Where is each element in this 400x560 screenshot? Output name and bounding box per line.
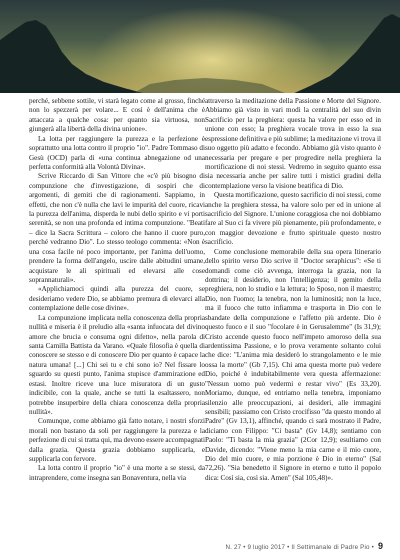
paragraph: Comunque, come abbiamo già fatto notare, i nostri sforzi morali non bastano da soli per raggiungere la purezza e la perfezione di cui si tratta qui, ma devono essere accompagnati dalla grazia. Questa grazia dobbiamo supplicarla, e supplicarla con fervore. <box>29 417 205 464</box>
right-rock-silhouette <box>290 14 400 95</box>
paragraph: La lotta per raggiungere la purezza e la perfezione è soprattutto una lotta contro il proprio "io". Padre Tommaso di Gesù (OCD) parla di «una continua abnegazione od una perfetta conformità alla Volontà Divina». <box>29 134 205 171</box>
paragraph: Come conclusione memorabile della sua opera Itinerario dello spirito verso Dio scrive il "Doctor seraphicus": «Se ti domandi come ciò avvenga, interroga la grazia, non la dottrina; il desiderio, non l'intelligenza; il gemito della preghiera, non lo studio e la lettura; lo Sposo, non il maestro; Dio, non l'uomo; la tenebra, non la luminosità; non la luce, ma il fuoco che tutto infiamma e trasporta in Dio con le sbandate della compunzione e l'affetto più ardente. Dio è questo fuoco e il suo "focolare è in Gerusalemme" (Is 31,9); Cristo accende questo fuoco nell'impeto amoroso della sua ardentissima Passione, e lo prova veramente soltanto colui che dice: "L'anima mia desiderò lo strangolamento e le mie ossa la morte" (Gb 7,15). Chi ama questa morte può vedere Dio, poiché è indubitabilmente vera questa affermazione: "Nessun uomo può vedermi e restar vivo" (Es 33,20). Moriamo, dunque, ed entriamo nella tenebra, imponiamo silenzio alle preoccupazioni, ai desideri, alle immagini sensibili; passiamo con Cristo crocifisso "da questo mondo al Padre" (Gv 13,1), affinché, quando ci sarà mostrato il Padre, diciamo con Filippo: "Ci basta" (Gv 14,8); sentiamo con Paolo: "Ti basta la mia grazia" (2Cor 12,9); esultiamo con Davide, dicendo: "Viene meno la mia carne e il mio cuore, Dio del mio cuore, e mia porzione è Dio in eterno" (Sal 72,26). "Sia benedetto il Signore in eterno e tutto il popolo dica: Così sia, così sia. Amen" (Sal 105,48)». <box>205 247 381 482</box>
paragraph: La lotta contro il proprio "io" è una morte a se stessi, da intraprendere, come insegna san Bonaventura, nella via <box>29 464 205 482</box>
paragraph: attraverso la meditazione della Passione e Morte del Signore. Abbiamo già visto in vari modi la centralità del suo divin Sacrificio per la preghiera: questa ha valore per esso ed in unione con esso; la preghiera vocale trova in esso la sua espressione definitiva e più sublime; la meditazione vi trova il suo oggetto più adatto e fecondo. Abbiamo già visto quanto è necessaria per pregare e per progredire nella preghiera la mortificazione di noi stessi. Vedremo in seguito quanto essa sia necessaria anche per salire tutti i mistici gradini della contemplazione verso la visione beatifica di Dio. <box>205 97 381 190</box>
left-rock-silhouette <box>0 20 150 95</box>
paragraph: perché, sebbene sottile, vi starà legato come al grosso, finché non lo spezzerà per volare... E così è dell'anima che è attaccata a qualche cosa: per quanto sia virtuosa, non giungerà alla libertà della divina unione». <box>29 97 205 134</box>
page-footer <box>205 541 383 553</box>
paragraph: Scrive Riccardo di San Vittore che «c'è più bisogno di compunzione che d'investigazione, di sospiri che di argomenti, di gemiti che di ragionamenti. Sappiamo, in effetti, che non c'è nulla che lavi le impurità del cuore, ricavi la purezza dell'anima, disperda le nubi dello spirito e vi porti serenità, se non una profonda ed intima compunzione. "Beati – dice la Sacra Scrittura – coloro che hanno il cuore puro, perché vedranno Dio". Lo stesso teologo commenta: «Non è una cosa facile né poco importante, per l'anima dell'uomo, prendere la forma dell'angelo, uscire dalle abitudini umane, acquistare le ali spirituali ed elevarsi alle cose soprannaturali». <box>29 172 205 285</box>
page-number: 9 <box>377 541 383 551</box>
paragraph: «Applichiamoci quindi alla purezza del cuore, se desideriamo vedere Dio, se abbiamo premura di elevarci alla contemplazione delle cose divine». <box>29 285 205 313</box>
header-photo-banner <box>0 0 400 95</box>
left-text-column <box>29 97 205 483</box>
paragraph: La compunzione implicata nella conoscenza della propria nullità e miseria è il preludio alla «santa infuocata del divino amore che brucia e consuma ogni difetto», nella parola di santa Camilla Battista da Varano. «Quale filosofia è quella di conoscere se stesso e di conoscere Dio per quanto è capace la natura umana! [...] Chi sei tu e chi sono io? Nel fissare lo sguardo su questi punto, l'anima stupisce d'ammirazione ed estasi. Inoltre riceve una luce misuratora di un gusto indicibile, con la quale, anche se tutti la esaltassero, non potrebbe insuperbire della chiara conoscenza della propria nullità». <box>29 313 205 416</box>
right-text-column <box>205 97 381 483</box>
issue-info: N. 27 • 9 luglio 2017 • Il Settimanale di Padre Pio • <box>225 544 374 551</box>
rock-landscape-image <box>0 0 400 95</box>
paragraph: Questa mortificazione, questo sacrificio di noi stessi, come anche la preghiera stessa, ha valore solo per ed in unione al sacrificio del Signore. L'unione coraggiosa che noi dobbiamo fare al Suo ci fa vivere più pienamente, più profondamente, e con maggior devozione e frutto spirituale questo nostro sacrificio. <box>205 191 381 247</box>
